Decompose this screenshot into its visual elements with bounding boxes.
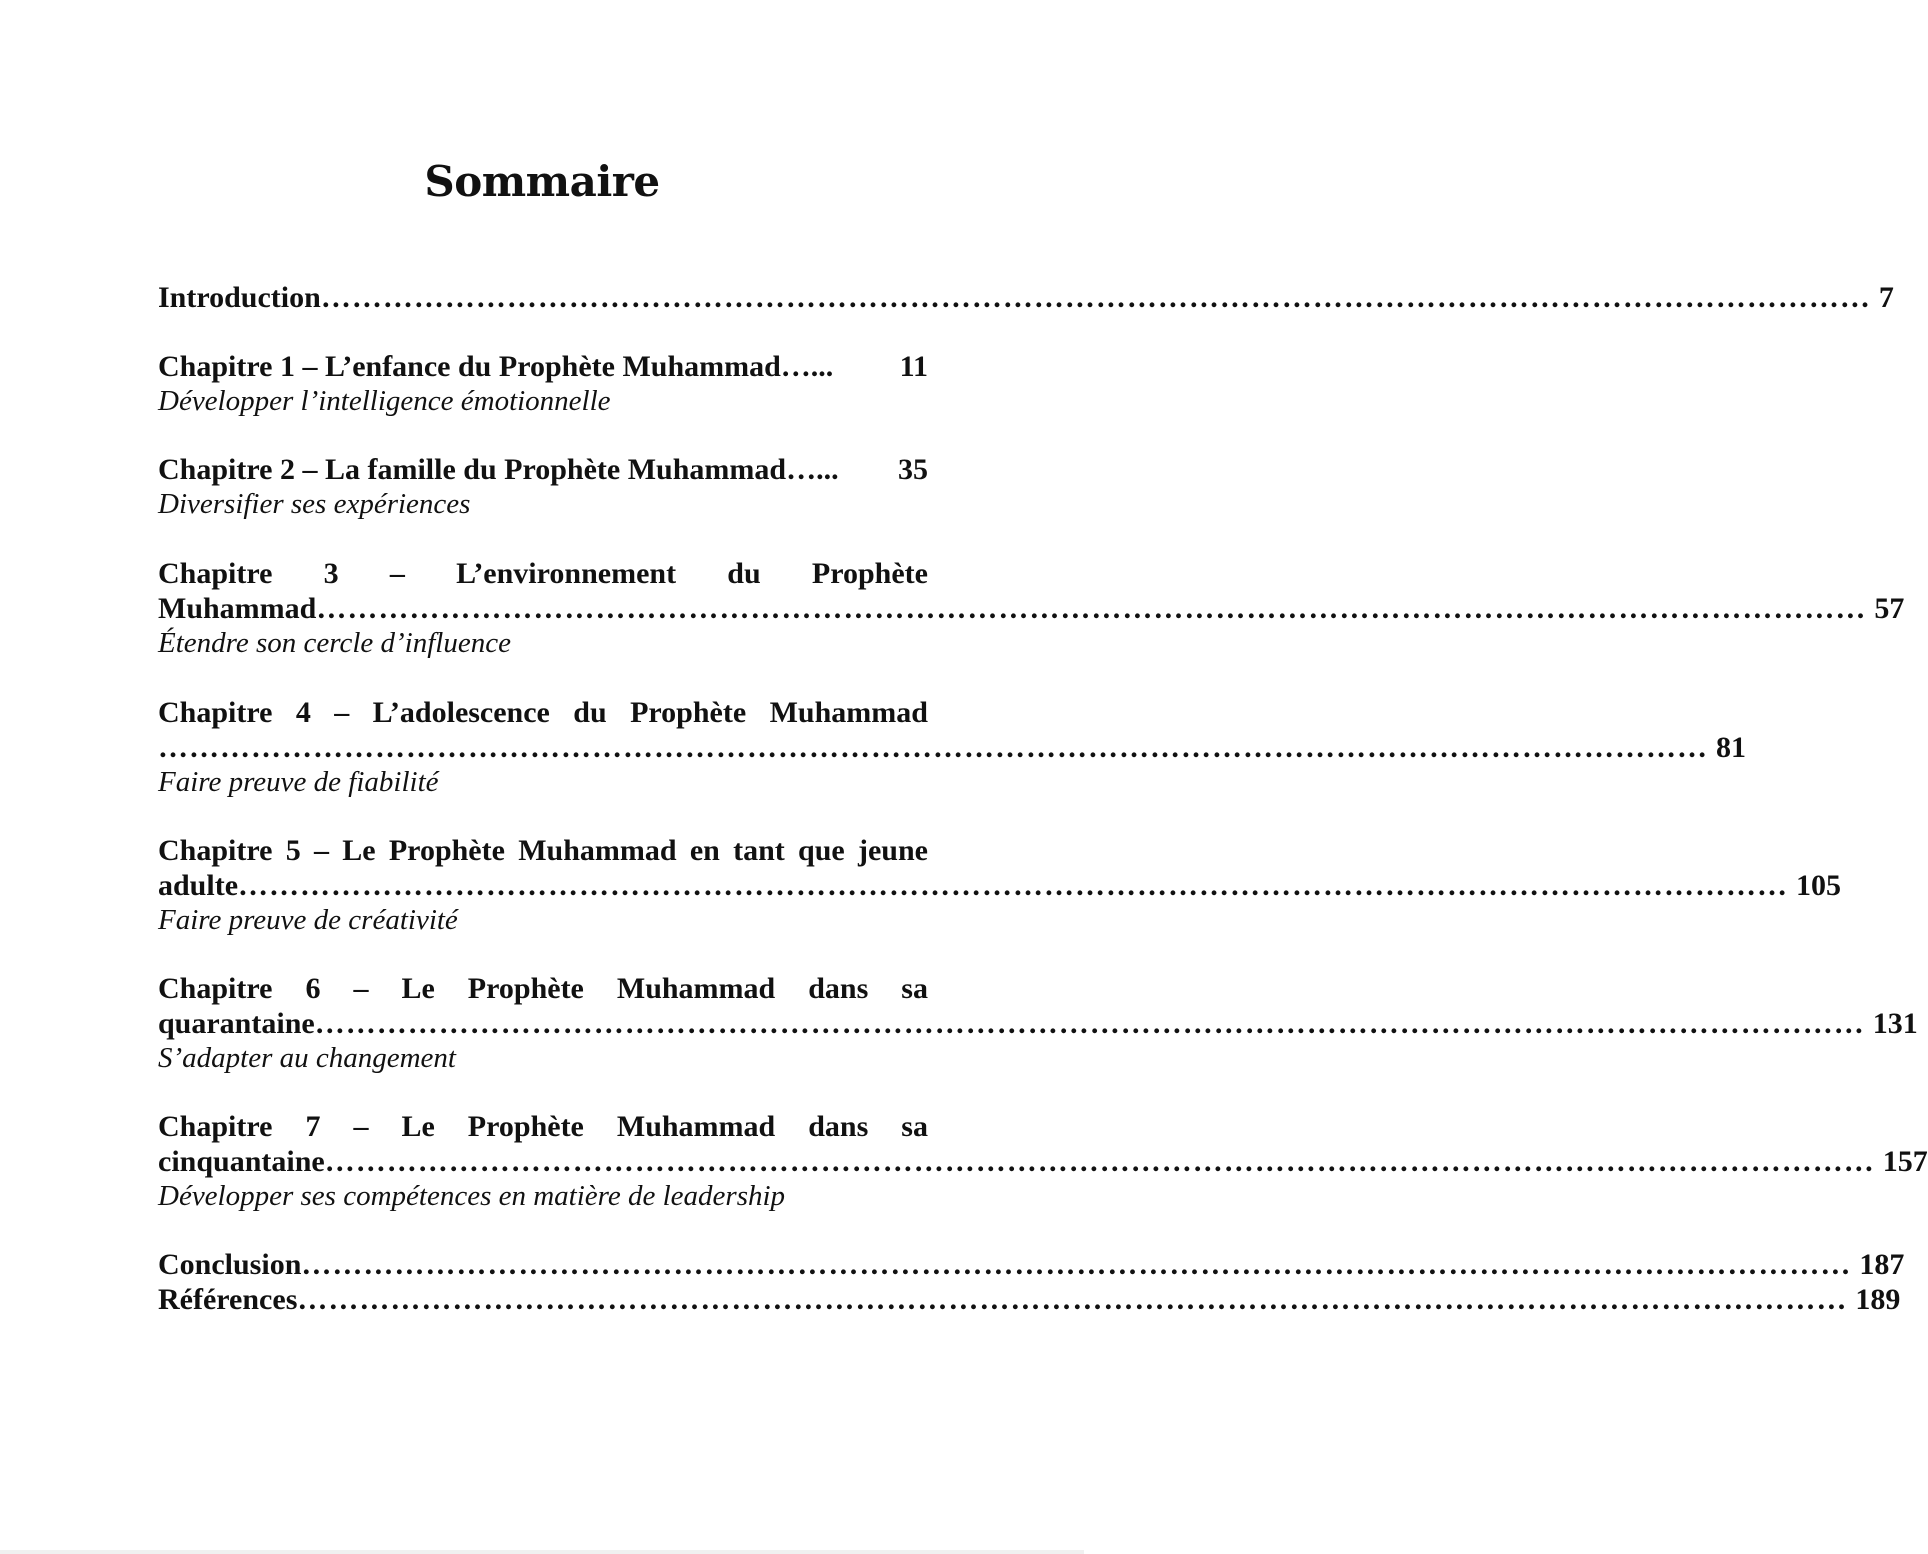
toc-line xyxy=(158,452,928,487)
toc-label: Chapitre 2 – La famille du Prophète Muhammad…... xyxy=(158,453,839,486)
toc-word: – xyxy=(334,696,350,729)
toc-word: sa xyxy=(901,1110,928,1143)
toc-line xyxy=(158,1144,1928,1179)
toc-line xyxy=(158,280,1894,315)
toc-word: Chapitre xyxy=(158,834,273,867)
toc-word: Muhammad xyxy=(518,834,677,867)
page-bottom-edge xyxy=(0,1550,1084,1554)
toc-word: du xyxy=(573,696,607,729)
toc-line xyxy=(158,1006,1918,1041)
toc-entry-chapitre-7[interactable] xyxy=(158,1109,1928,1214)
leader-dots: …………………………………………………………………………………………………………………………………… xyxy=(316,592,1867,625)
toc-word: Chapitre xyxy=(158,1110,273,1143)
toc-word: 7 xyxy=(305,1110,321,1143)
toc-page-number: 81 xyxy=(1716,731,1746,764)
leader-dots: …………………………………………………………………………………………………………………………………… xyxy=(301,1248,1852,1281)
toc-word: Le xyxy=(401,1110,435,1143)
toc-entry-chapitre-6[interactable] xyxy=(158,971,1918,1076)
toc-line xyxy=(158,556,928,591)
toc-word: L’adolescence xyxy=(372,696,550,729)
toc-word: Chapitre xyxy=(158,557,273,590)
toc-word: Prophète xyxy=(811,557,928,590)
toc-word: Prophète xyxy=(388,834,505,867)
toc-label: cinquantaine xyxy=(158,1145,325,1178)
toc-word: L’environnement xyxy=(456,557,677,590)
toc-word: Prophète xyxy=(630,696,747,729)
page-title: Sommaire xyxy=(424,157,660,206)
toc-label: quarantaine xyxy=(158,1007,315,1040)
toc-word: Chapitre xyxy=(158,972,273,1005)
toc-line xyxy=(158,868,1842,903)
toc-entry-chapitre-2[interactable] xyxy=(158,452,928,522)
toc-line xyxy=(158,591,1905,626)
leader-dots: …………………………………………………………………………………………………………………………………… xyxy=(324,1145,1875,1178)
toc-subtitle: Faire preuve de créativité xyxy=(158,904,458,936)
toc-word: sa xyxy=(901,972,928,1005)
toc-word: dans xyxy=(808,1110,869,1143)
toc-word: – xyxy=(313,834,329,867)
toc-subtitle: Développer ses compétences en matière de leadership xyxy=(158,1180,786,1212)
toc-subtitle: Développer l’intelligence émotionnelle xyxy=(158,385,611,417)
toc-word: 5 xyxy=(285,834,301,867)
toc-line xyxy=(158,1247,1905,1282)
toc-entry-chapitre-3[interactable] xyxy=(158,556,1905,661)
toc-page-number: 105 xyxy=(1796,869,1842,902)
toc-subtitle: Diversifier ses expériences xyxy=(158,488,471,520)
toc-entry-introduction[interactable] xyxy=(158,280,1894,315)
toc-word: – xyxy=(389,557,405,590)
leader-dots: …………………………………………………………………………………………………………………………………… xyxy=(297,1283,1848,1316)
toc-line xyxy=(158,349,928,384)
toc-page-number: 157 xyxy=(1882,1145,1928,1178)
toc-word: Muhammad xyxy=(616,1110,776,1143)
toc-word: – xyxy=(353,1110,369,1143)
toc-line xyxy=(158,695,928,730)
toc-label: Muhammad xyxy=(158,592,317,625)
toc-entry-chapitre-4[interactable] xyxy=(158,695,1746,800)
leader-dots: …………………………………………………………………………………………………………………………………… xyxy=(158,731,1708,764)
toc-word: Chapitre xyxy=(158,696,273,729)
toc-label: Conclusion xyxy=(158,1248,302,1281)
toc-page-number: 35 xyxy=(898,453,928,486)
toc-subtitle: Étendre son cercle d’influence xyxy=(158,627,511,659)
toc-word: – xyxy=(353,972,369,1005)
toc-word: 4 xyxy=(295,696,311,729)
toc-line xyxy=(158,1282,1901,1317)
toc-label: Introduction xyxy=(158,281,321,314)
toc-subtitle: Faire preuve de fiabilité xyxy=(158,766,439,798)
toc-word: tant xyxy=(733,834,785,867)
toc-line xyxy=(158,833,928,868)
toc-line xyxy=(158,730,1746,765)
toc-word: Muhammad xyxy=(769,696,928,729)
toc-entry-chapitre-1[interactable] xyxy=(158,349,928,419)
toc-page-number: 57 xyxy=(1874,592,1905,625)
toc-entry-chapitre-5[interactable] xyxy=(158,833,1842,938)
leader-dots: …………………………………………………………………………………………………………………………………… xyxy=(238,869,1789,902)
toc-page-number: 7 xyxy=(1878,281,1894,314)
toc-entry-conclusion[interactable] xyxy=(158,1247,1905,1282)
toc-word: 3 xyxy=(323,557,339,590)
toc-page-number: 187 xyxy=(1859,1248,1905,1281)
toc-word: du xyxy=(727,557,761,590)
toc-subtitle: S’adapter au changement xyxy=(158,1042,456,1074)
toc-word: en xyxy=(689,834,720,867)
toc-word: Le xyxy=(401,972,435,1005)
toc-word: 6 xyxy=(305,972,321,1005)
toc-word: Prophète xyxy=(467,1110,584,1143)
toc-page-number: 11 xyxy=(899,350,928,383)
leader-dots: …………………………………………………………………………………………………………………………………… xyxy=(314,1007,1865,1040)
toc-label: Chapitre 1 – L’enfance du Prophète Muhammad…... xyxy=(158,350,834,383)
toc-page-number: 131 xyxy=(1872,1007,1918,1040)
toc-label: Références xyxy=(158,1283,298,1316)
toc-word: Le xyxy=(342,834,376,867)
toc-page-number: 189 xyxy=(1855,1283,1901,1316)
toc-word: jeune xyxy=(857,834,928,867)
toc-line xyxy=(158,1109,928,1144)
toc-word: dans xyxy=(808,972,869,1005)
toc-label: adulte xyxy=(158,869,239,902)
toc-word: Prophète xyxy=(467,972,584,1005)
toc-word: que xyxy=(798,834,845,867)
toc-word: Muhammad xyxy=(616,972,776,1005)
toc-entry-references[interactable] xyxy=(158,1282,1901,1317)
toc-line xyxy=(158,971,928,1006)
leader-dots: …………………………………………………………………………………………………………………………………… xyxy=(320,281,1871,314)
